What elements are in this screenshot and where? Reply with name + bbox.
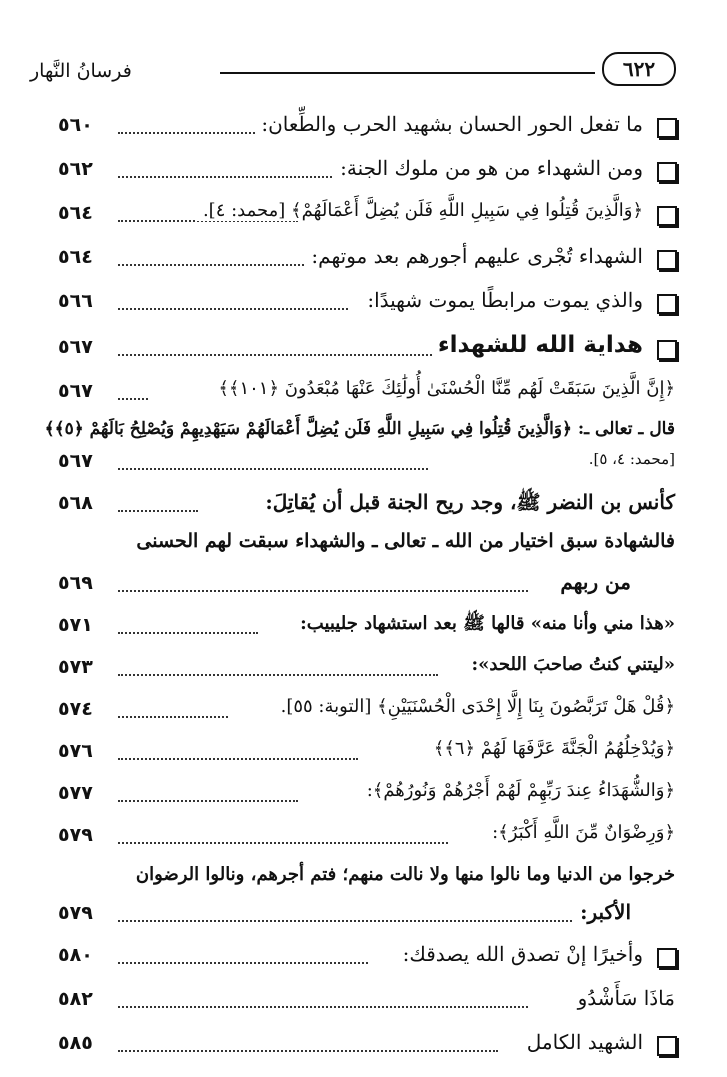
entry-page: ٥٧٩ xyxy=(58,824,93,846)
entry-page: ٥٧٤ xyxy=(58,698,93,720)
toc-section-heading xyxy=(0,332,727,366)
entry-title: كأنس بن النضر ﷺ، وجد ريح الجنة قبل أن يُقاتِلَ: xyxy=(259,490,675,519)
entry-title: والذي يموت مرابطًا يموت شهيدًا: xyxy=(361,288,643,312)
entry-page: ٥٦٧ xyxy=(58,380,93,402)
entry-title: الشهداء تُجْرى عليهم أجورهم بعد موتهم: xyxy=(305,244,643,268)
entry-page: ٥٦٨ xyxy=(58,492,93,514)
entry-title: ﴿وَيُدْخِلُهُمُ الْجَنَّةَ عَرَّفَهَا لَهُمْ ﴿٦﴾﴾ xyxy=(428,738,675,759)
checkbox-icon xyxy=(657,294,677,314)
entry-title: ﴿قُلْ هَلْ تَرَبَّصُونَ بِنَا إِلَّا إِحْدَى الْحُسْنَيَيْنِ﴾ [التوبة: ٥٥]. xyxy=(275,696,675,717)
page-number: ٦٢٢ xyxy=(602,52,676,86)
dot-leader xyxy=(118,962,368,964)
entry-page: ٥٦٧ xyxy=(58,336,93,358)
entry-page: ٥٦٦ xyxy=(58,290,93,312)
entry-title: خرجوا من الدنيا وما نالوا منها ولا نالت منهم؛ فتم أجرهم، ونالوا الرضوان xyxy=(130,864,675,885)
entry-page: ٥٨٥ xyxy=(58,1032,93,1054)
dot-leader xyxy=(118,354,448,356)
entry-page: ٥٧١ xyxy=(58,614,93,636)
entry-title: من ربهم xyxy=(554,570,631,594)
toc-entry xyxy=(0,652,727,686)
toc-entry xyxy=(0,376,727,410)
toc-entry xyxy=(0,984,727,1018)
toc-entry xyxy=(0,418,727,452)
entry-title: «ليتني كنتُ صاحبَ اللحد»: xyxy=(466,654,675,675)
entry-page: ٥٦٩ xyxy=(58,572,93,594)
entry-title: فالشهادة سبق اختيار من الله ـ تعالى ـ والشهداء سبقت لهم الحسنى xyxy=(130,530,675,552)
dot-leader xyxy=(118,632,258,634)
entry-title: ما تفعل الحور الحسان بشهيد الحرب والطِّعان: xyxy=(255,112,643,136)
entry-page: ٥٦٤ xyxy=(58,202,93,224)
dot-leader xyxy=(118,308,348,310)
toc-entry xyxy=(0,528,727,562)
checkbox-icon xyxy=(657,118,677,138)
checkbox-icon xyxy=(657,206,677,226)
dot-leader xyxy=(118,842,448,844)
entry-page: ٥٦٧ xyxy=(58,450,93,472)
toc-entry-continuation xyxy=(0,448,727,482)
section-heading: هداية الله للشهداء xyxy=(432,332,643,358)
toc-entry xyxy=(0,242,727,276)
toc-entry xyxy=(0,610,727,644)
entry-page: ٥٦٢ xyxy=(58,158,93,180)
page-header xyxy=(30,48,690,94)
entry-page: ٥٦٠ xyxy=(58,114,93,136)
header-rule xyxy=(220,72,595,74)
entry-title: ﴿وَالشُّهَدَاءُ عِندَ رَبِّهِمْ لَهُمْ أَجْرُهُمْ وَنُورُهُمْ﴾: xyxy=(361,780,675,801)
entry-page: ٥٨٢ xyxy=(58,988,93,1010)
entry-page: ٥٧٦ xyxy=(58,740,93,762)
entry-title: وأخيرًا إنْ تصدق الله يصدقك: xyxy=(397,942,643,966)
toc-entry xyxy=(0,820,727,854)
entry-title: ومن الشهداء من هو من ملوك الجنة: xyxy=(334,156,643,180)
checkbox-icon xyxy=(657,1036,677,1056)
toc-entry xyxy=(0,154,727,188)
entry-title: الشهيد الكامل xyxy=(521,1030,643,1054)
toc-entry xyxy=(0,488,727,522)
checkbox-icon xyxy=(657,162,677,182)
dot-leader xyxy=(118,590,528,592)
dot-leader xyxy=(118,510,198,512)
dot-leader xyxy=(118,674,438,676)
entry-page: ٥٦٤ xyxy=(58,246,93,268)
dot-leader xyxy=(118,800,298,802)
toc-entry-continuation xyxy=(0,568,727,602)
entry-page: ٥٧٧ xyxy=(58,782,93,804)
entry-title: ﴿وَالَّذِينَ قُتِلُوا فِي سَبِيلِ اللَّهِ فَلَن يُضِلَّ أَعْمَالَهُمْ﴾ [محمد: ٤]. xyxy=(197,200,643,221)
toc-entry xyxy=(0,694,727,728)
entry-page: ٥٨٠ xyxy=(58,944,93,966)
dot-leader xyxy=(118,398,148,400)
running-title: فرسانُ النَّهار xyxy=(30,60,132,82)
entry-title: ﴿إِنَّ الَّذِينَ سَبَقَتْ لَهُم مِّنَّا الْحُسْنَىٰ أُولَٰئِكَ عَنْهَا مُبْعَدُونَ ﴿١٠١﴾﴾ xyxy=(212,378,675,399)
dot-leader xyxy=(118,716,228,718)
entry-title: ﴿وَرِضْوَانٌ مِّنَ اللَّهِ أَكْبَرُ﴾: xyxy=(486,822,675,843)
toc-entry xyxy=(0,110,727,144)
checkbox-icon xyxy=(657,948,677,968)
toc-entry xyxy=(0,1028,727,1062)
checkbox-icon xyxy=(657,250,677,270)
toc-entry xyxy=(0,940,727,974)
entry-page: ٥٧٩ xyxy=(58,902,93,924)
checkbox-icon xyxy=(657,340,677,360)
entry-citation: [محمد: ٤، ٥]. xyxy=(583,450,675,468)
dot-leader xyxy=(118,1006,528,1008)
entry-title: مَاذَا سَأَشْدُو xyxy=(572,986,675,1010)
toc-entry xyxy=(0,286,727,320)
dot-leader xyxy=(118,468,428,470)
entry-title: «هذا مني وأنا منه» قالها ﷺ بعد استشهاد جليبيب: xyxy=(294,612,675,638)
dot-leader xyxy=(118,758,358,760)
entry-title: قال ـ تعالى ـ: ﴿وَالَّذِينَ قُتِلُوا فِي سَبِيلِ اللَّهِ فَلَن يُضِلَّ أَعْمَالَهُمْ سَيَهْدِيهِمْ وَيُصْلِحُ بَالَهُمْ ﴿٥﴾﴾ xyxy=(39,418,675,439)
dot-leader xyxy=(118,1050,498,1052)
dot-leader xyxy=(118,920,588,922)
dot-leader xyxy=(118,176,368,178)
toc-entry xyxy=(0,736,727,770)
entry-title: الأكبر: xyxy=(574,900,631,924)
toc-entry xyxy=(0,778,727,812)
toc-entry xyxy=(0,862,727,896)
toc-entry-continuation xyxy=(0,898,727,932)
toc-entry xyxy=(0,198,727,232)
dot-leader xyxy=(118,264,308,266)
entry-page: ٥٧٣ xyxy=(58,656,93,678)
